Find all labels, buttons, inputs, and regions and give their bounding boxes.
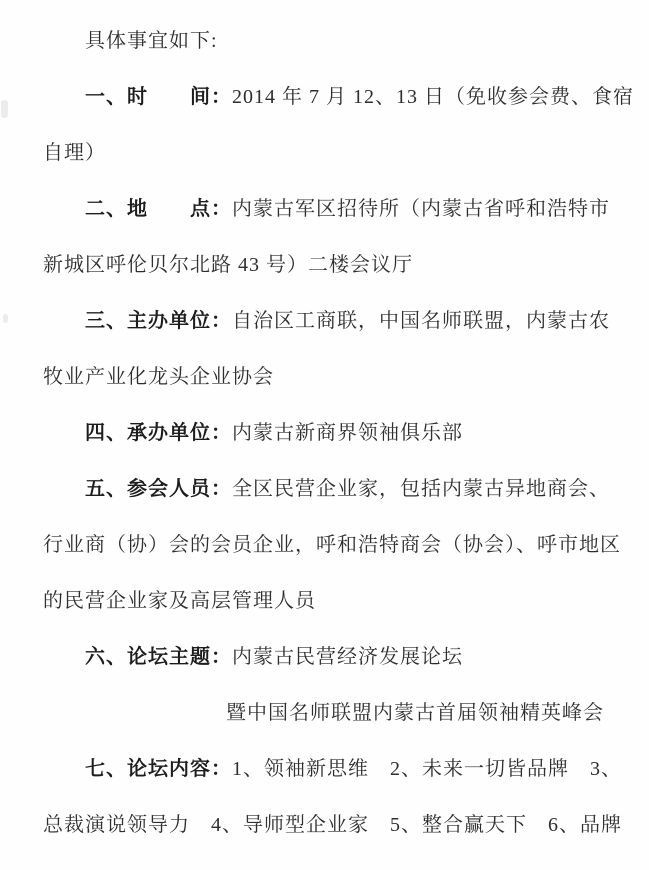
- line-text: 全区民营企业家，包括内蒙古异地商会、: [232, 478, 610, 500]
- line-text: 总裁演说领导力 4、导师型企业家 5、整合赢天下 6、品牌: [43, 814, 622, 836]
- scan-artifact: [1, 100, 8, 118]
- document-line: [0, 741, 649, 797]
- line-text: 自治区工商联，中国名师联盟，内蒙古农: [232, 310, 610, 332]
- document-line: [0, 797, 649, 853]
- line-text: 1、领袖新思维 2、未来一切皆品牌 3、: [232, 758, 622, 780]
- document-line: [0, 461, 649, 517]
- document-line: [0, 181, 649, 237]
- document-line: [0, 13, 649, 69]
- document-line: [0, 685, 649, 741]
- document-line: [0, 629, 649, 685]
- document-line: [0, 405, 649, 461]
- document-line: [0, 573, 649, 629]
- item-label-attendees: 五、参会人员：: [85, 478, 232, 500]
- item-label-time: 一、时 间：: [85, 86, 232, 108]
- item-label-theme: 六、论坛主题：: [85, 646, 232, 668]
- document-line: [0, 237, 649, 293]
- document-line: [0, 125, 649, 181]
- item-label-content: 七、论坛内容：: [85, 758, 232, 780]
- line-text: 2014 年 7 月 12、13 日（免收参会费、食宿: [232, 86, 634, 108]
- document-line: [0, 69, 649, 125]
- document-line: [0, 517, 649, 573]
- document-line: [0, 349, 649, 405]
- line-text: 行业商（协）会的会员企业，呼和浩特商会（协会）、呼市地区: [43, 534, 621, 556]
- line-text: 牧业产业化龙头企业协会: [43, 366, 274, 388]
- item-label-host: 三、主办单位：: [85, 310, 232, 332]
- line-text: 内蒙古军区招待所（内蒙古省呼和浩特市: [232, 198, 610, 220]
- line-text: 的民营企业家及高层管理人员: [43, 590, 316, 612]
- subtitle-text: 暨中国名师联盟内蒙古首届领袖精英峰会: [226, 702, 604, 724]
- line-text: 新城区呼伦贝尔北路 43 号）二楼会议厅: [43, 254, 413, 276]
- item-label-organizer: 四、承办单位：: [85, 422, 232, 444]
- document-line: [0, 293, 649, 349]
- line-text: 内蒙古民营经济发展论坛: [232, 646, 463, 668]
- scan-artifact: [3, 314, 8, 323]
- line-text: 自理）: [43, 142, 106, 164]
- intro-text: 具体事宜如下:: [85, 30, 218, 52]
- line-text: 内蒙古新商界领袖俱乐部: [232, 422, 463, 444]
- item-label-place: 二、地 点：: [85, 198, 232, 220]
